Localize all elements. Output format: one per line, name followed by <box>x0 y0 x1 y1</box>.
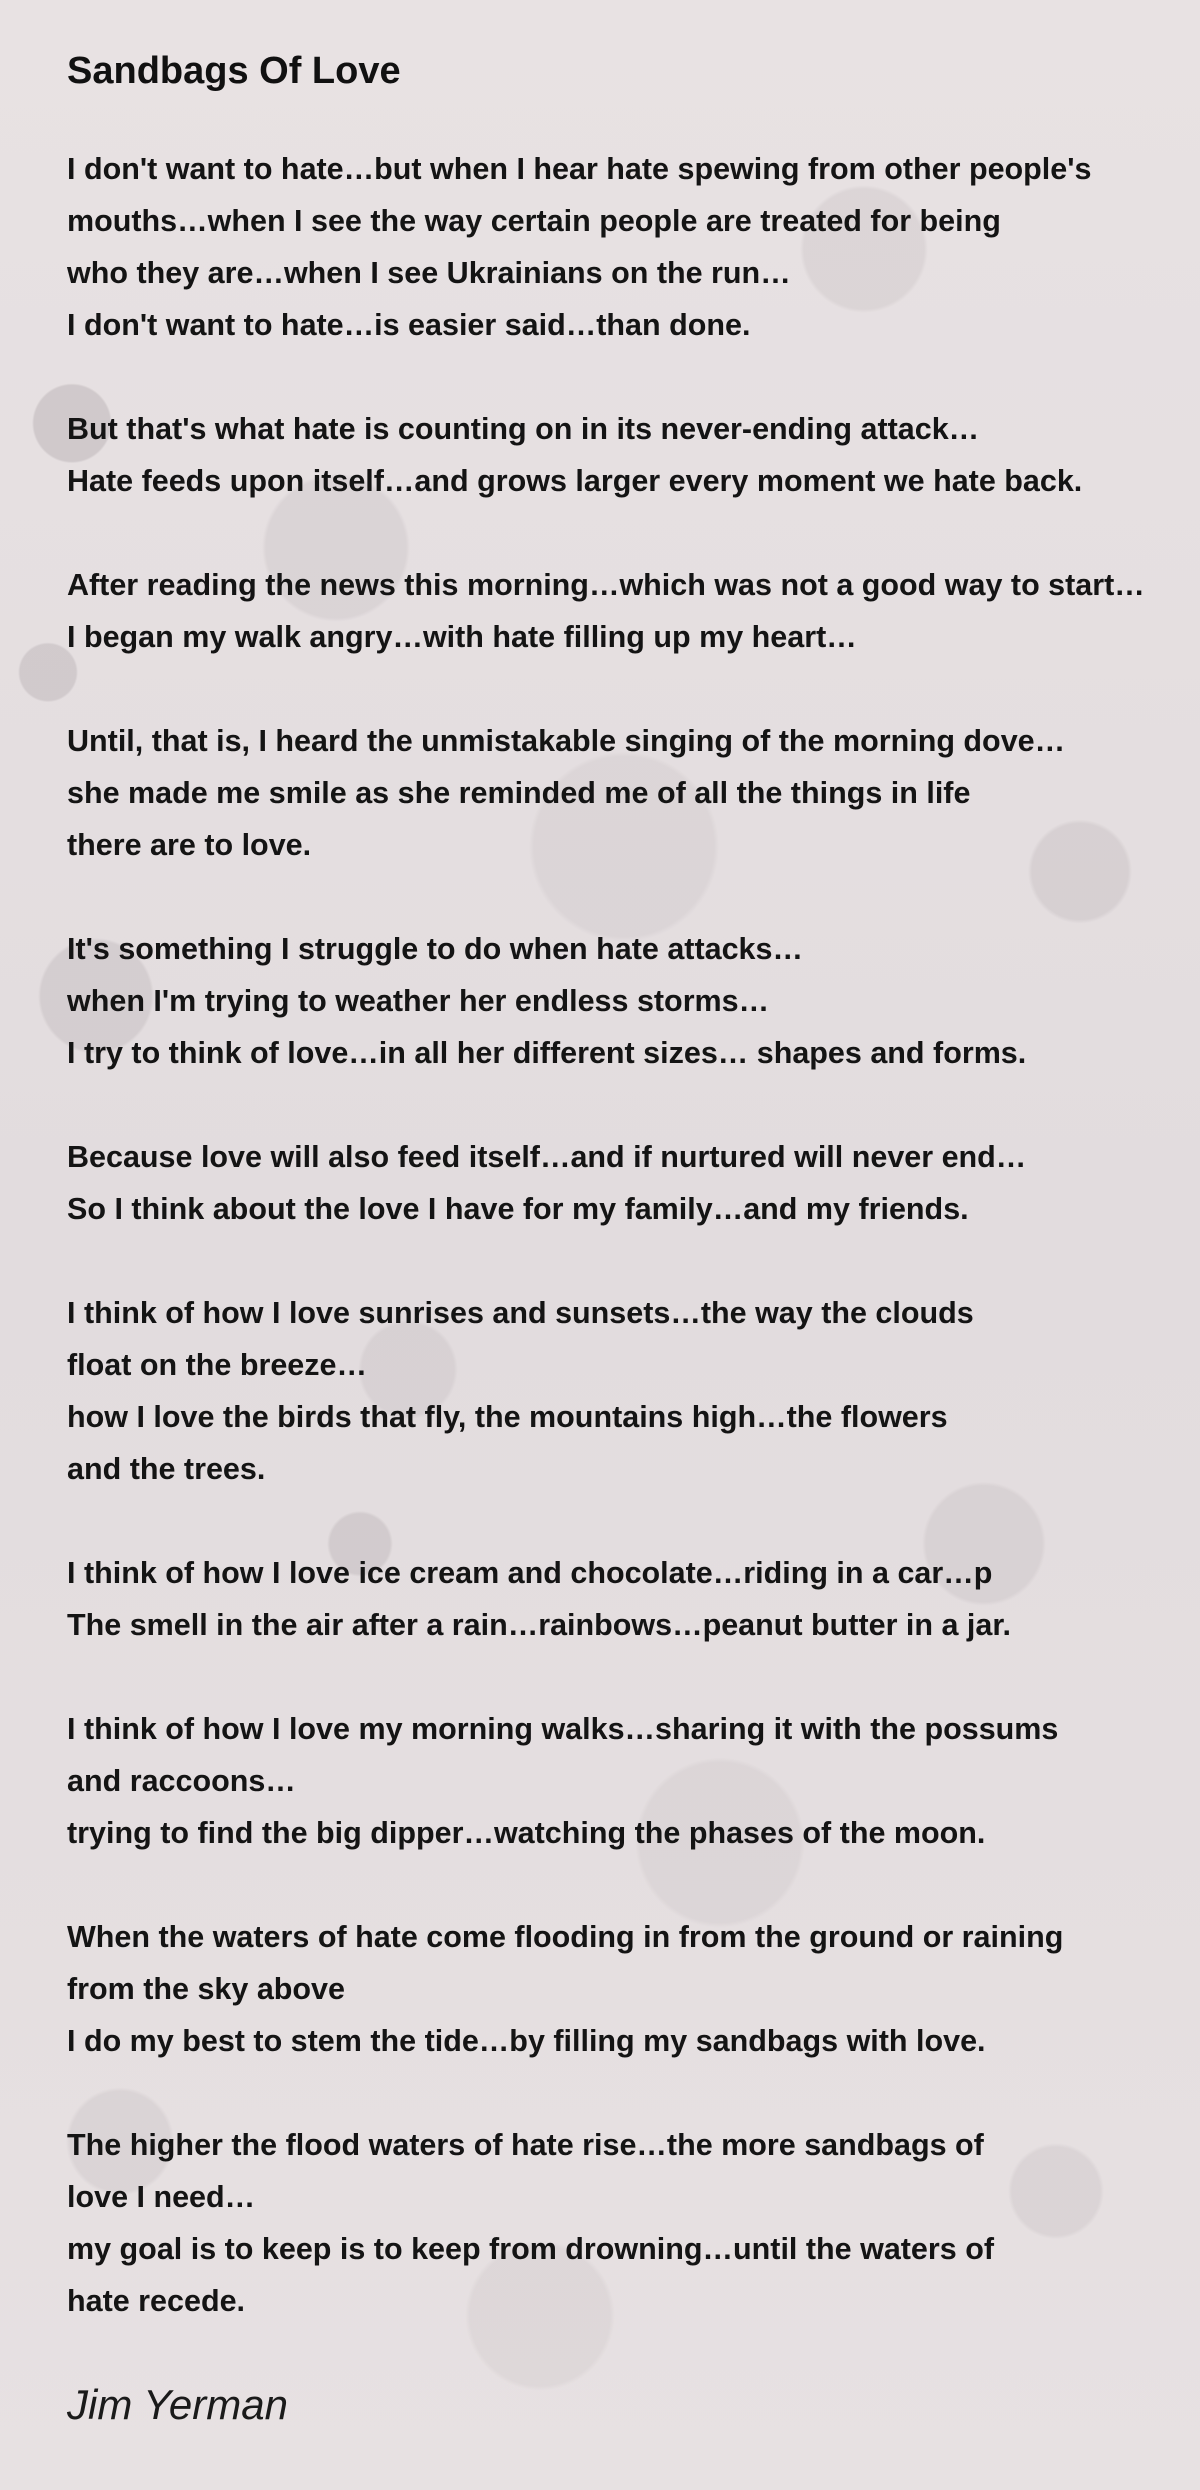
poem-line: mouths…when I see the way certain people are treated for being <box>67 204 1001 238</box>
poem-stanza <box>67 2119 1187 2327</box>
poem-line: I think of how I love my morning walks…sharing it with the possums <box>67 1712 1059 1746</box>
poem-line: float on the breeze… <box>67 1348 367 1382</box>
poem-line: who they are…when I see Ukrainians on the run… <box>67 256 791 290</box>
poem-stanza <box>67 1911 1187 2067</box>
poem-stanza <box>67 923 1187 1079</box>
poem-line: Hate feeds upon itself…and grows larger every moment we hate back. <box>67 464 1083 498</box>
poem-line: from the sky above <box>67 1972 345 2006</box>
poem-stanza <box>67 715 1187 871</box>
poem-title: Sandbags Of Love <box>67 50 401 92</box>
poem-line: I do my best to stem the tide…by filling my sandbags with love. <box>67 2024 986 2058</box>
poem-stanza <box>67 1287 1187 1495</box>
poem-line: I don't want to hate…but when I hear hate spewing from other people's <box>67 152 1092 186</box>
poem-stanza <box>67 559 1187 663</box>
poem-line: hate recede. <box>67 2284 246 2318</box>
poem-stanza <box>67 1703 1187 1859</box>
poem-line: and raccoons… <box>67 1764 296 1798</box>
poem-line: there are to love. <box>67 828 312 862</box>
poem-line: I think of how I love ice cream and chocolate…riding in a car…p <box>67 1556 993 1590</box>
poem-line: my goal is to keep is to keep from drowning…until the waters of <box>67 2232 994 2266</box>
poem-line: love I need… <box>67 2180 256 2214</box>
poem-line: and the trees. <box>67 1452 266 1486</box>
poem-line: she made me smile as she reminded me of all the things in life <box>67 776 971 810</box>
poem-line: I try to think of love…in all her different sizes… shapes and forms. <box>67 1036 1027 1070</box>
poem-line: So I think about the love I have for my family…and my friends. <box>67 1192 969 1226</box>
poem-stanza <box>67 1131 1187 1235</box>
poem-line: But that's what hate is counting on in its never-ending attack… <box>67 412 980 446</box>
poem-body <box>67 143 1187 2327</box>
poem-stanza <box>67 403 1187 507</box>
poem-line: when I'm trying to weather her endless storms… <box>67 984 770 1018</box>
poem-author: Jim Yerman <box>67 2381 288 2428</box>
poem-line: It's something I struggle to do when hate attacks… <box>67 932 803 966</box>
poem-line: The smell in the air after a rain…rainbows…peanut butter in a jar. <box>67 1608 1012 1642</box>
poem-line: The higher the flood waters of hate rise…the more sandbags of <box>67 2128 984 2162</box>
poem-card <box>67 48 1187 2431</box>
poem-stanza <box>67 1547 1187 1651</box>
poem-line: I don't want to hate…is easier said…than done. <box>67 308 751 342</box>
poem-line: Until, that is, I heard the unmistakable singing of the morning dove… <box>67 724 1066 758</box>
poem-line: how I love the birds that fly, the mountains high…the flowers <box>67 1400 948 1434</box>
poem-line: I think of how I love sunrises and sunsets…the way the clouds <box>67 1296 974 1330</box>
poem-line: When the waters of hate come flooding in from the ground or raining <box>67 1920 1064 1954</box>
poem-stanza <box>67 143 1187 351</box>
poem-line: I began my walk angry…with hate filling up my heart… <box>67 620 857 654</box>
poem-line: trying to find the big dipper…watching the phases of the moon. <box>67 1816 986 1850</box>
poem-line: After reading the news this morning…which was not a good way to start… <box>67 568 1145 602</box>
poem-line: Because love will also feed itself…and if nurtured will never end… <box>67 1140 1027 1174</box>
